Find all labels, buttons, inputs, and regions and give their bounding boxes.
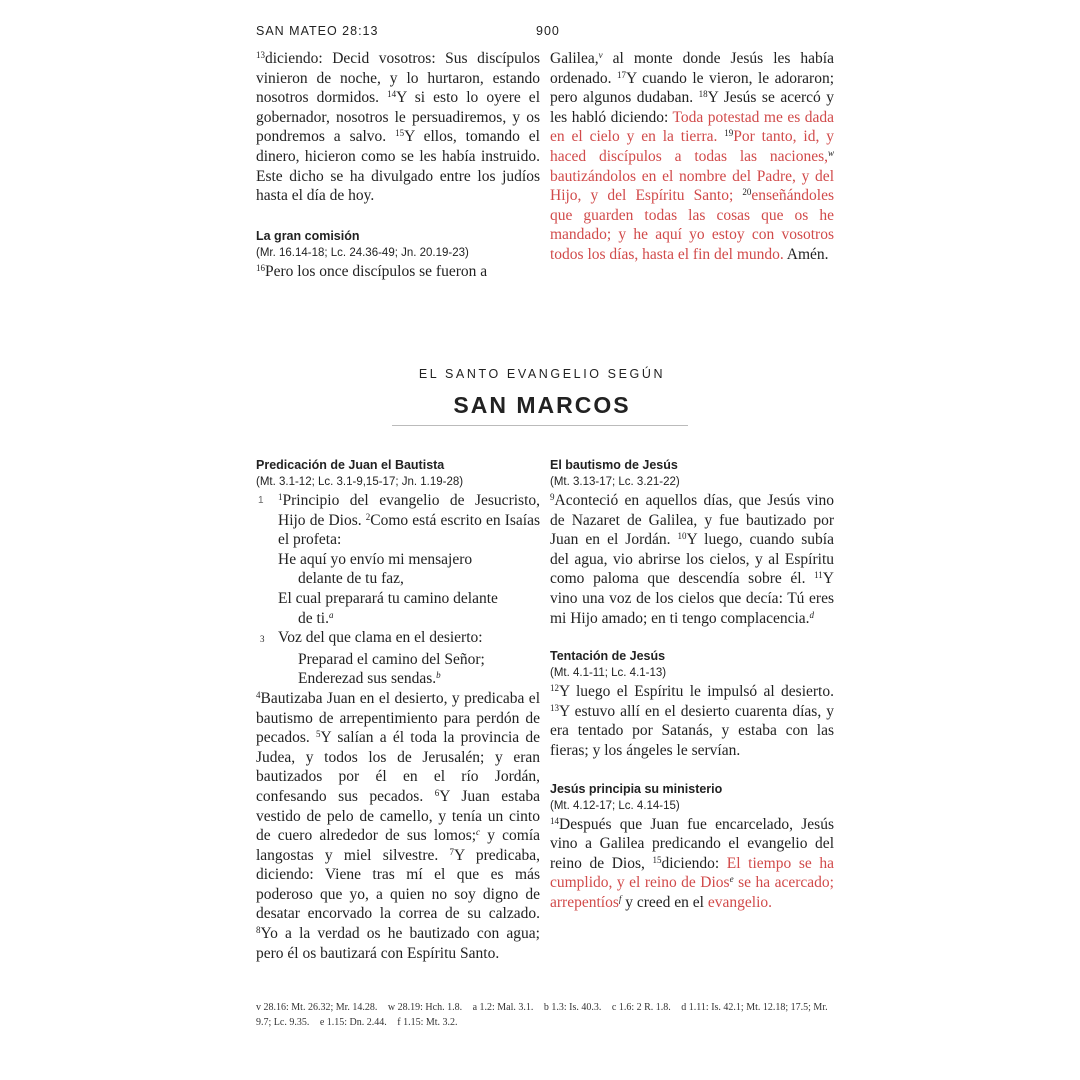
verse-number: 17 [617,69,627,80]
section-heading-predicacion: Predicación de Juan el Bautista [256,458,445,472]
verse-text: Y luego, cuando subía del agua, vio abrirse los cielos, y al Espíritu como paloma que descendía sobre él. [550,531,834,588]
footnote: w 28.19: Hch. 1.8. [387,1002,463,1013]
marcos-left-column [256,457,540,963]
marcos-verses-9-11 [550,491,834,628]
poetry-line: He aquí yo envío mi mensajero [278,550,473,568]
footnote-marker: a [329,609,334,620]
footnote-marker: e [729,874,734,885]
words-of-jesus: Por tanto, id, y haced discípulos a todas las naciones, [550,128,834,165]
verse-text: Yo a la verdad os he bautizado con agua; pero él os bautizará con Espíritu Santo. [256,925,540,962]
chapter-marker: 1 [258,495,264,506]
section-refs-gran-comision: (Mr. 16.14-18; Lc. 24.36-49; Jn. 20.19-23) [256,246,469,259]
verse-text: Y cuando le vieron, le adoraron; pero algunos dudaban. [550,69,834,107]
verse-number: 10 [677,531,687,542]
verse-text: Y ellos, tomando el dinero, hicieron como se les había instruido. Este dicho se ha divulgado entre los judíos hasta el día de hoy. [256,128,540,205]
footnote: c 1.6: 2 R. 1.8. [611,1002,671,1013]
verse-number: 13 [550,702,559,713]
mateo-verses-13-15 [256,49,540,206]
verse-number: 4 [256,689,261,700]
verse-number: 15 [652,854,662,865]
poetry-line: El cual preparará tu camino delante [278,589,498,607]
words-of-jesus: enseñándoles que guarden todas las cosas que os he mandado; y he aquí yo estoy con vosotros todos los días, hasta el fin del mundo. [550,187,834,263]
verse-text: Y Juan estaba vestido de pelo de camello, y tenía un cinto de cuero alrededor de sus lomos; [256,787,540,845]
book-supertitle: EL SANTO EVANGELIO SEGÚN [418,367,666,381]
section-heading-gran-comision: La gran comisión [256,228,360,243]
verse-number: 5 [316,729,321,740]
footnote: b 1.3: Is. 40.3. [543,1002,602,1013]
verse-text: Y vino una voz de los cielos que decía: Tú eres mi Hijo amado; en ti tengo complacencia. [550,570,834,627]
verse-text: Aconteció en aquellos días, que Jesús vino de Nazaret de Galilea, y fue bautizado por Juan en el Jordán. [550,492,834,549]
marcos-verses-1-2 [256,491,540,550]
verse-number: 13 [256,50,265,60]
verse-text: Amén. [783,245,829,263]
verse-number: 6 [434,787,440,798]
verse-number: 9 [550,492,555,502]
verse-text: Y predicaba, diciendo: Viene tras mí el que es más poderoso que yo, a quien no soy digno de desatar encorvado la correa de su calzado. [256,846,540,923]
words-of-jesus: evangelio. [707,893,773,911]
verse-number: 11 [814,570,823,581]
marcos-verses-12-13 [550,682,834,760]
section-heading-tentacion: Tentación de Jesús [550,649,666,664]
footnote: a 1.2: Mal. 3.1. [472,1002,534,1013]
poetry-block-1 [256,550,540,689]
verse-number: 18 [698,89,708,100]
verse-number: 2 [365,511,371,522]
verse-text: Galilea, [550,50,599,67]
verse-number: 12 [550,683,559,694]
verse-text: y comía langostas y miel silvestre. [256,827,540,864]
poetry-line: Preparad el camino del Señor; [298,650,485,668]
verse-text: diciendo: [661,854,727,872]
poetry-line: Enderezad sus sendas.$^b$ [298,670,441,688]
verse-text: Bautizaba Juan en el desierto, y predicaba el bautismo de arrepentimiento para perdón de pecados. [256,689,540,747]
footnotes [256,1000,828,1030]
verse-number: 1 [278,492,283,502]
poetry-line: delante de tu faz, [298,570,404,588]
verse-text: diciendo: Decid vosotros: Sus discípulos vinieron de noche, y lo hurtaron, estando nosotros dormidos. [256,50,540,107]
verse-number: 14 [387,89,397,100]
footnote-marker: w [827,147,834,158]
verse-number: 20 [742,187,752,198]
section-refs-tentacion: (Mt. 4.1-11; Lc. 4.1-13) [550,667,667,680]
footnote: e 1.15: Dn. 2.44. [319,1017,387,1028]
running-head-book: SAN MATEO 28:13 [256,24,379,38]
poetry-line: de ti.$^a$ [298,609,334,627]
verse-text: Y luego el Espíritu le impulsó al desierto. [559,683,834,701]
verse-number: 19 [724,128,734,139]
verse-number: 8 [256,925,261,936]
mateo-verse-16 [256,262,540,282]
verse-text: Como está escrito en Isaías el profeta: [278,511,541,549]
verse-number: 15 [395,128,405,139]
words-of-jesus: Toda potestad me es dada en el cielo y en la tierra. [550,108,834,146]
section-heading-bautismo: El bautismo de Jesús [550,458,678,472]
words-of-jesus: El tiempo se ha cumplido, y el reino de Dios [550,854,834,892]
words-of-jesus: se ha acercado; arrepentíos [550,874,834,911]
verse-text: Pero los once discípulos se fueron a [265,262,488,280]
verse-text: y creed en el [621,893,708,911]
footnote: f 1.15: Mt. 3.2. [397,1017,458,1028]
verse-text: Y salían a él toda la provincia de Judea, y todos los de Jerusalén; y eran bautizados por él en el río Jordán, confesando sus pecados. [256,729,541,805]
poetry-line: 3 Voz del que clama en el desierto: [260,629,483,647]
verse-text: Y estuvo allí en el desierto cuarenta días, y era tentado por Satanás, y estaba con las fieras; y los ángeles le servían. [550,702,834,759]
verse-number: 16 [256,262,265,273]
words-of-jesus: bautizándolos en el nombre del Padre, y del Hijo, y del Espíritu Santo; [550,167,834,205]
verse-text: Después que Juan fue encarcelado, Jesús vino a Galilea predicando el evangelio del reino de Dios, [550,815,834,872]
mateo-left-column [256,49,540,281]
verse-text: Y Jesús se acercó y les habló diciendo: [550,89,834,126]
verse-text: Principio del evangelio de Jesucristo, Hijo de Dios. [278,492,540,529]
running-head [256,22,828,42]
marcos-right-column [550,457,834,913]
footnote-marker: b [436,670,441,681]
section-refs-bautismo: (Mt. 3.13-17; Lc. 3.21-22) [550,476,680,488]
footnote: v 28.16: Mt. 26.32; Mr. 14.28. [256,1002,378,1013]
title-rule [392,425,688,426]
footnote-marker: c [476,827,481,838]
verse-text: Y si esto lo oyere el gobernador, nosotros le persuadiremos, y os pondremos a salvo. [256,89,540,146]
footnote-marker: d [809,609,815,620]
page-number: 900 [536,24,560,38]
section-refs-ministerio: (Mt. 4.12-17; Lc. 4.14-15) [550,799,680,812]
book-main-title: SAN MARCOS [453,392,631,418]
section-heading-ministerio: Jesús principia su ministerio [550,781,723,796]
mateo-verses-16-20 [550,49,834,265]
mateo-right-column [550,49,834,265]
verse-number: 7 [449,846,455,857]
footnote-marker: f [618,893,622,904]
verse-number: 14 [550,815,559,826]
marcos-verses-14-15 [550,815,834,913]
footnote: d 1.11: Is. 42.1; Mt. 12.18; 17.5; Mr. 9.7; Lc. 9.35. [256,1002,828,1028]
verse-text: al monte donde Jesús les había ordenado. [550,50,834,87]
marcos-verses-4-8 [256,689,540,963]
footnote-marker: v [598,50,603,60]
section-refs-predicacion: (Mt. 3.1-12; Lc. 3.1-9,15-17; Jn. 1.19-28) [256,476,464,488]
